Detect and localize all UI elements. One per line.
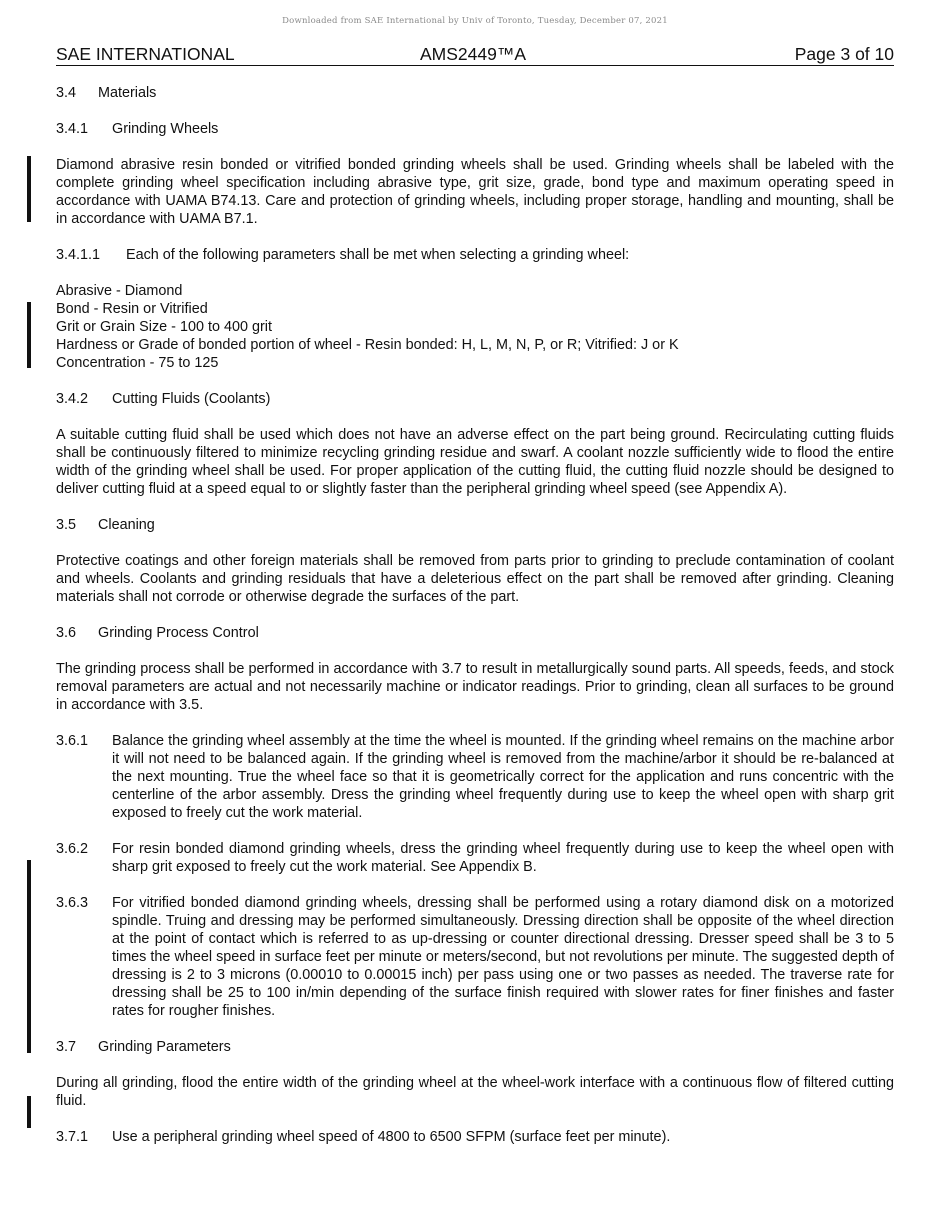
list-item: Hardness or Grade of bonded portion of wheel - Resin bonded: H, L, M, N, P, or R; Vitrified: J or K [56, 337, 679, 353]
section-number: 3.6 [56, 625, 77, 641]
clause-number: 3.6.3 [56, 895, 89, 911]
page-header [56, 44, 894, 66]
section-heading-3-4-1 [56, 120, 894, 138]
section-heading-3-5 [56, 516, 894, 534]
list-item: Abrasive - Diamond [56, 283, 183, 299]
document-body [56, 84, 894, 1164]
section-number: 3.5 [56, 517, 77, 533]
section-title: Grinding Wheels [112, 121, 219, 137]
clause-3-6-3 [56, 894, 894, 1020]
clause-3-7-1 [56, 1128, 894, 1146]
section-number: 3.4.2 [56, 391, 89, 407]
section-number: 3.4 [56, 85, 77, 101]
wheel-parameter-list [56, 282, 894, 372]
revision-bar [27, 156, 31, 222]
paragraph-grinding-parameters: During all grinding, flood the entire width of the grinding wheel at the wheel-work interface with a continuous flow of filtered cutting fluid. [56, 1075, 894, 1109]
revision-bar [27, 1096, 31, 1128]
paragraph-cutting-fluids: A suitable cutting fluid shall be used which does not have an adverse effect on the part being ground. Recirculating cutting fluids shall be continuously filtered to minimize recycling grinding residue and swarf. A coolant nozzle sufficiently wide to flood the entire width of the grinding wheel shall be used. For proper application of the cutting fluid, the cutting fluid nozzle should be designed to deliver cutting fluid at a speed equal to or slightly faster than the peripheral grinding wheel speed (see Appendix A). [56, 427, 894, 497]
header-org: SAE INTERNATIONAL [56, 44, 235, 64]
header-page-number: Page 3 of 10 [794, 44, 894, 64]
clause-text: For resin bonded diamond grinding wheels, dress the grinding wheel frequently during use to keep the wheel open with sharp grit exposed to freely cut the work material. See Appendix B. [112, 841, 894, 875]
header-doc-id: AMS2449™A [420, 44, 527, 64]
section-heading-3-6 [56, 624, 894, 642]
section-heading-3-4-2 [56, 390, 894, 408]
clause-text: For vitrified bonded diamond grinding wheels, dressing shall be performed using a rotary diamond disk on a motorized spindle. Truing and dressing may be performed simultaneously. Dressing direction shall be opposite of the wheel direction at the point of contact which is referred to as up-dressing or counter directional dressing. Dresser speed shall be 3 to 5 times the wheel speed in surface feet per minute or meters/second, but not revolutions per minute. The suggested depth of dressing is 2 to 3 microns (0.00010 to 0.00015 inch) per pass using one or two passes as needed. The traverse rate for dressing shall be 25 to 100 in/min depending of the surface finish required with slower rates for finer finishes and faster rates for rougher finishes. [112, 895, 894, 1019]
section-title: Cleaning [98, 517, 155, 533]
list-item: Concentration - 75 to 125 [56, 355, 219, 371]
section-number: 3.7 [56, 1039, 77, 1055]
list-item: Bond - Resin or Vitrified [56, 301, 208, 317]
section-number: 3.4.1 [56, 121, 89, 137]
section-heading-3-4-1-1 [56, 246, 894, 264]
clause-text: Balance the grinding wheel assembly at the time the wheel is mounted. If the grinding wheel remains on the machine arbor it will not need to be balanced again. If the grinding wheel is removed from the machine/arbor it should be re-balanced at the next mounting. True the wheel face so that it is geometrically correct for the application and runs concentric with the centerline of the arbor assembly. Dress the grinding wheel frequently during use to keep the wheel open with sharp grit exposed to freely cut the work material. [112, 733, 894, 821]
clause-3-6-2 [56, 840, 894, 876]
revision-bar [27, 860, 31, 1053]
section-title: Each of the following parameters shall be met when selecting a grinding wheel: [126, 247, 630, 263]
clause-number: 3.6.2 [56, 841, 89, 857]
section-title: Grinding Parameters [98, 1039, 231, 1055]
clause-3-6-1 [56, 732, 894, 822]
download-watermark: Downloaded from SAE International by Univ of Toronto, Tuesday, December 07, 2021 [282, 16, 668, 26]
list-item: Grit or Grain Size - 100 to 400 grit [56, 319, 272, 335]
paragraph-cleaning: Protective coatings and other foreign materials shall be removed from parts prior to grinding to preclude contamination of coolant and wheels. Coolants and grinding residuals that have a deleterious effect on the part shall be removed after grinding. Cleaning materials shall not corrode or otherwise degrade the surfaces of the part. [56, 553, 894, 605]
clause-number: 3.6.1 [56, 733, 89, 749]
section-heading-3-4 [56, 84, 894, 102]
revision-bar [27, 302, 31, 368]
section-title: Grinding Process Control [98, 625, 259, 641]
section-title: Cutting Fluids (Coolants) [112, 391, 271, 407]
paragraph-grinding-wheels: Diamond abrasive resin bonded or vitrified bonded grinding wheels shall be used. Grinding wheels shall be labeled with the complete grinding wheel specification including abrasive type, grit size, grade, bond type and maximum operating speed in accordance with UAMA B74.13. Care and protection of grinding wheels, including proper storage, handling and mounting, shall be in accordance with UAMA B7.1. [56, 157, 894, 227]
section-number: 3.4.1.1 [56, 247, 101, 263]
clause-text: Use a peripheral grinding wheel speed of 4800 to 6500 SFPM (surface feet per minute). [112, 1129, 671, 1145]
section-title: Materials [98, 85, 157, 101]
section-heading-3-7 [56, 1038, 894, 1056]
paragraph-process-control: The grinding process shall be performed in accordance with 3.7 to result in metallurgically sound parts. All speeds, feeds, and stock removal parameters are actual and not necessarily machine or indicator readings. Prior to grinding, clean all surfaces to be ground in accordance with 3.5. [56, 661, 894, 713]
clause-number: 3.7.1 [56, 1129, 89, 1145]
